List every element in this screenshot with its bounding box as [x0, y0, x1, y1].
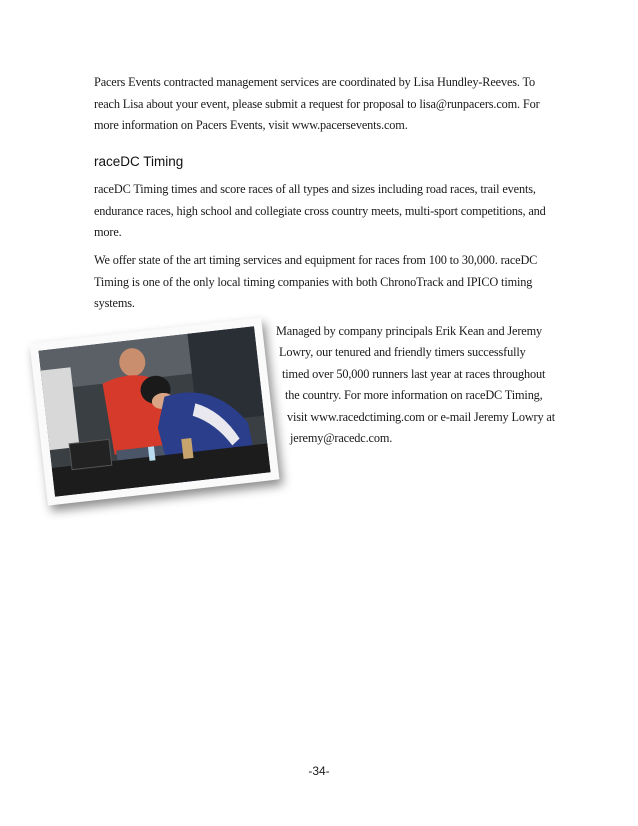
- timing-services-paragraph: We offer state of the art timing services and equipment for races from 100 to 30,000. raceDC Timing is one of the only local timing companies with both ChronoTrack and IPICO timing systems.: [94, 253, 538, 310]
- intro-paragraph: Pacers Events contracted management services are coordinated by Lisa Hundley-Reeves. To reach Lisa about your event, please submit a request for proposal to lisa@runpacers.com. For more information on Pacers Events, visit www.pacersevents.com.: [94, 75, 540, 132]
- managed-by-line-6: jeremy@racedc.com.: [290, 431, 393, 445]
- timers-photo: [30, 317, 280, 505]
- managed-by-line-1: Managed by company principals Erik Kean and Jeremy: [276, 324, 543, 338]
- timing-description-paragraph: raceDC Timing times and score races of all types and sizes including road races, trail events, endurance races, high school and collegiate cross country meets, multi-sport competitions, and more.: [94, 182, 546, 239]
- managed-by-line-4: the country. For more information on raceDC Timing,: [285, 388, 543, 402]
- section-heading: raceDC Timing: [94, 154, 184, 169]
- managed-by-line-5: visit www.racedctiming.com or e-mail Jeremy Lowry at: [287, 410, 555, 424]
- managed-by-line-2: Lowry, our tenured and friendly timers successfully: [279, 345, 526, 359]
- page-number: -34-: [308, 764, 330, 778]
- timers-photo-image: [38, 326, 270, 497]
- managed-by-line-3: timed over 50,000 runners last year at races throughout: [282, 367, 546, 381]
